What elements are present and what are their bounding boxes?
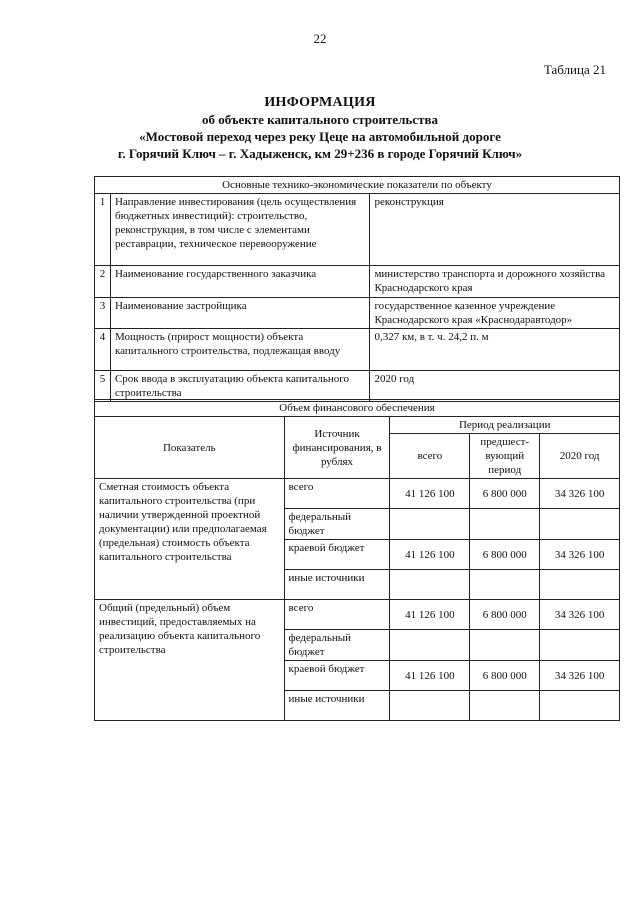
table-row (95, 298, 620, 329)
year-cell: 34 326 100 (540, 479, 620, 509)
total-cell (390, 691, 470, 721)
year-cell: 34 326 100 (540, 540, 620, 570)
row-number: 4 (95, 329, 111, 371)
object-name-line-2: г. Горячий Ключ – г. Хадыженск, км 29+236 в городе Горячий Ключ» (117, 146, 523, 161)
financing-table (94, 399, 620, 721)
document-header (0, 95, 640, 162)
previous-cell (470, 630, 540, 661)
row-number: 3 (95, 298, 111, 329)
group-label: Сметная стоимость объекта капитального строительства (при наличии утвержденной проектной документации) или предполагаемая (предельная) стоимость объекта капитального строительства (95, 479, 285, 600)
row-number: 2 (95, 266, 111, 298)
col-indicator-header: Показатель (95, 417, 285, 479)
col-period-header: Период реализации (390, 417, 620, 434)
total-cell: 41 126 100 (390, 540, 470, 570)
total-cell (390, 509, 470, 540)
year-cell (540, 630, 620, 661)
previous-cell: 6 800 000 (470, 479, 540, 509)
previous-cell (470, 509, 540, 540)
source-cell: краевой бюджет (284, 540, 390, 570)
row-value: министерство транспорта и дорожного хозяйства Краснодарского края (370, 266, 620, 298)
previous-cell: 6 800 000 (470, 661, 540, 691)
row-value: 2020 год (370, 371, 620, 402)
row-label: Направление инвестирования (цель осуществления бюджетных инвестиций): строительство, реконструкция, в том числе с элементами реставрации, техническое перевооружение (110, 194, 369, 266)
year-cell (540, 570, 620, 600)
col-source-header: Источник финансирования, в рублях (284, 417, 390, 479)
tech-heading-row (95, 177, 620, 194)
col-year-header: 2020 год (540, 434, 620, 479)
previous-cell (470, 570, 540, 600)
source-cell: иные источники (284, 691, 390, 721)
year-cell (540, 509, 620, 540)
fin-heading-row (95, 400, 620, 417)
row-label: Наименование государственного заказчика (110, 266, 369, 298)
row-value: реконструкция (370, 194, 620, 266)
row-value: государственное казенное учреждение Краснодарского края «Краснодаравтодор» (370, 298, 620, 329)
total-cell: 41 126 100 (390, 479, 470, 509)
source-cell: федеральный бюджет (284, 509, 390, 540)
previous-cell: 6 800 000 (470, 600, 540, 630)
document-title: ИНФОРМАЦИЯ (264, 95, 376, 110)
year-cell (540, 691, 620, 721)
table-row (95, 194, 620, 266)
row-number: 5 (95, 371, 111, 402)
fin-heading: Объем финансового обеспечения (95, 400, 620, 417)
previous-cell: 6 800 000 (470, 540, 540, 570)
source-cell: иные источники (284, 570, 390, 600)
fin-header-row (95, 417, 620, 434)
page-number: 22 (313, 31, 327, 46)
source-cell: всего (284, 600, 390, 630)
object-name-line-1: «Мостовой переход через реку Цеце на автомобильной дороге (139, 129, 501, 144)
table-label: Таблица 21 (543, 62, 606, 77)
group-label: Общий (предельный) объем инвестиций, предоставляемых на реализацию объекта капитального строительства (95, 600, 285, 721)
total-cell: 41 126 100 (390, 661, 470, 691)
row-value: 0,327 км, в т. ч. 24,2 п. м (370, 329, 620, 371)
source-cell: краевой бюджет (284, 661, 390, 691)
tech-indicators-table (94, 176, 620, 402)
row-number: 1 (95, 194, 111, 266)
previous-cell (470, 691, 540, 721)
total-cell: 41 126 100 (390, 600, 470, 630)
row-label: Срок ввода в эксплуатацию объекта капитального строительства (110, 371, 369, 402)
total-cell (390, 570, 470, 600)
total-cell (390, 630, 470, 661)
table-row (95, 479, 620, 509)
tech-heading: Основные технико-экономические показатели по объекту (95, 177, 620, 194)
col-previous-header: предшест-вующий период (470, 434, 540, 479)
document-subtitle: об объекте капитального строительства (202, 112, 438, 127)
col-total-header: всего (390, 434, 470, 479)
source-cell: федеральный бюджет (284, 630, 390, 661)
table-row (95, 371, 620, 402)
source-cell: всего (284, 479, 390, 509)
table-row (95, 600, 620, 630)
table-row (95, 329, 620, 371)
table-row (95, 266, 620, 298)
year-cell: 34 326 100 (540, 600, 620, 630)
year-cell: 34 326 100 (540, 661, 620, 691)
row-label: Мощность (прирост мощности) объекта капитального строительства, подлежащая вводу (110, 329, 369, 371)
row-label: Наименование застройщика (110, 298, 369, 329)
